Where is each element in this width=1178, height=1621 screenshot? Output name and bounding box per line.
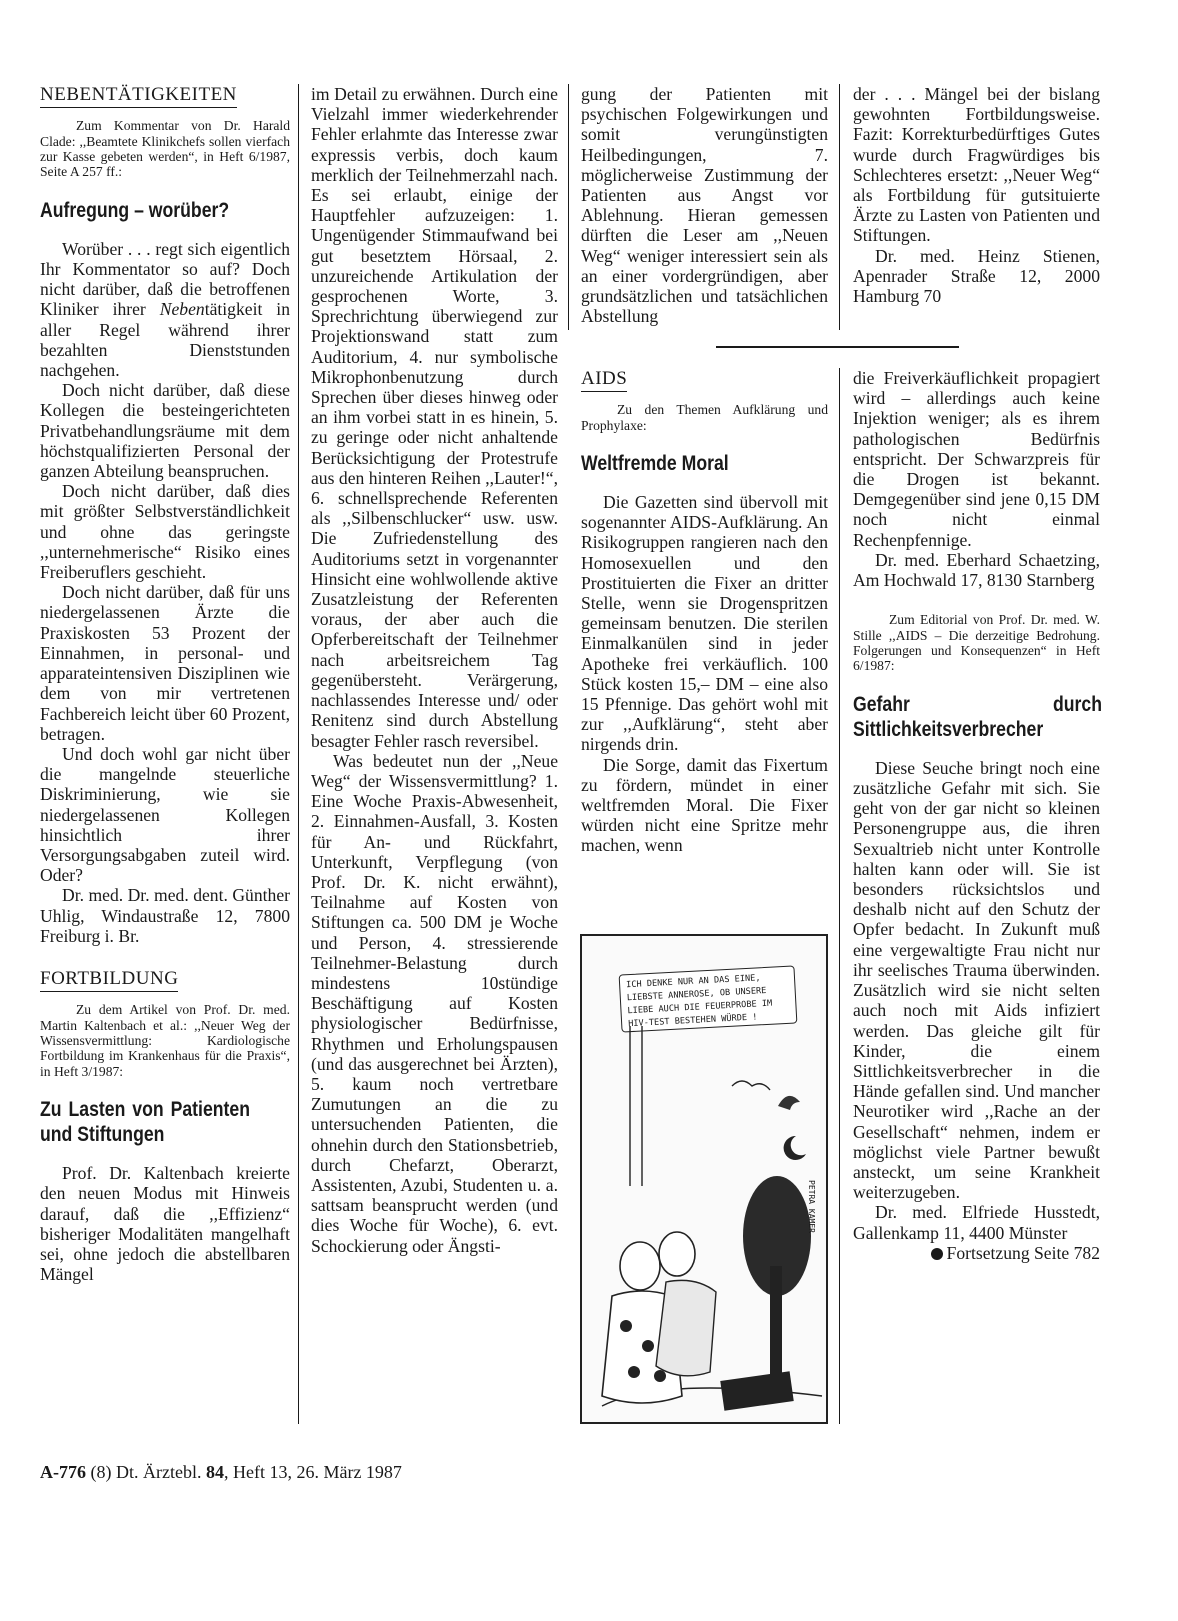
section-kicker-aids: AIDS [581,369,627,392]
letter-intro: Zum Kommentar von Dr. Harald Clade: ,,Beamtete Klinikchefs sollen vierfach zur Kasse gebeten werden“, in Heft 6/1987, Seite A 257 ff.: [40,118,290,180]
column-4 [853,84,1100,306]
cartoon-signature: PETRA KAMER [807,1180,816,1233]
body-paragraph: Doch nicht darüber, daß für uns niedergelassenen Ärzte die Praxiskosten 53 Prozent der Einnahmen, in personal- und apparateintensiven Disziplinen wie dem von mir vertretenen Fachbereich leicht über 60 Prozent, betragen. [40,582,290,744]
letter-headline: Weltfremde Moral [581,452,729,476]
volume-number: 84 [205,1462,224,1482]
column-3-aids [581,368,828,856]
body-paragraph: gung der Patienten mit psychischen Folgewirkungen und somit verungünstigten Heilbedingungen, 7. möglicherweise Zustimmung der Patienten aus Angst vor Ablehnung. Hieran gemessen dürften die Leser am ,,Neuen Weg“ weniger interessiert sein als an einer vordergründigen, aber grundsätzlichen und tatsächlichen Abstellung [581,84,828,327]
column-2 [311,84,558,1256]
column-1 [40,84,290,1284]
author-signature: Dr. med. Dr. med. dent. Günther Uhlig, Windaustraße 12, 7800 Freiburg i. Br. [40,885,290,946]
body-paragraph: Die Sorge, damit das Fixertum zu fördern, mündet in einer weltfremden Moral. Die Fixer würden nicht eine Spritze mehr machen, wenn [581,754,828,856]
body-paragraph: Worüber . . . regt sich eigentlich Ihr Kommentator so auf? Doch nicht darüber, daß die betroffenen Kliniker ihrer Nebentätigkeit in aller Regel während ihrer bezahlten Dienststunden nachgehen. [40,238,290,381]
spacer [853,590,1100,612]
body-paragraph: der . . . Mängel bei der bislang gewohnten Fortbildungsweise. Fazit: Korrekturbedürftiges Gutes wurde durch Fragwürdiges bis Schlechteres ersetzt: ,,Neuer Weg“ als Fortbildung für gutsituierte Ärzte zu Lasten von Patienten und Stiftungen. [853,84,1100,246]
section-kicker-fortbildung: FORTBILDUNG [40,969,178,992]
body-paragraph: im Detail zu erwähnen. Durch eine Vielzahl immer wiederkehrender Fehler erlahmte das Interesse zwar expressis verbis, doch kaum merklich der Teilnehmerzahl nach. Es sei erlaubt, einige der Hauptfehler aufzuzeigen: 1. Ungenügender Stimmaufwand bei gut besetztem Hörsaal, 2. unzureichende Artikulation der gesprochenen Worte, 3. Sprechrichtung überwiegend zur Projektionswand statt zum Auditorium, 4. nur symbolische Mikrophonbenutzung durch Sprechen über dieses hinweg oder an ihm vorbei statt in es hinein, 5. zu geringe oder nicht anhaltende Berücksichtigung der Protestrufe aus den hinteren Reihen ,,Lauter!“, 6. schnellsprechende Referenten als ,,Silbenschlucker“ usw. usw. Die Zufriedenstellung des Auditoriums setzt in vorgenannter Hinsicht eine wohlwollende aktive Zusatzleistung der Referenten voraus, der aber auch die Opferbereitschaft der Teilnehmer nach arbeitsreichem Tag gegenübersteht. Verärgerung, nachlassendes Interesse und/ oder Renitenz sind durch Abstellung besagter Fehler rasch reversibel. [311,84,558,751]
column-divider [298,84,299,1424]
body-paragraph: Prof. Dr. Kaltenbach kreierte den neuen Modus mit Hinweis darauf, daß die ,,Effizienz“ bisheriger Modalitäten mangelhaft sei, ohne jedoch die abstellbaren Mängel [40,1163,290,1285]
column-divider [839,84,840,330]
bullet-icon [931,1248,943,1260]
cartoon-illustration [580,934,828,1424]
spacer [40,946,290,968]
body-paragraph: Die Gazetten sind übervoll mit sogenannter AIDS-Aufklärung. An Risikogruppen rangieren nach den Homosexuellen und den Prostituierten die Fixer an dritter Stelle, wenn sie Drogenspritzen gemeinsam benutzen. Die sterilen Einmalkanülen sind in jeder Apotheke frei verkäuflich. 100 Stück kosten 15,– DM – eine also 15 Pfennige. Das gehört wohl mit zur ,,Aufklärung“, steht aber nirgends drin. [581,492,828,755]
letter-intro: Zum Editorial von Prof. Dr. med. W. Stille ,,AIDS – Die derzeitige Bedrohung. Folgerungen und Konsequenzen“ in Heft 6/1987: [853,612,1100,674]
section-kicker-nebentaetigkeiten: NEBENTÄTIGKEITEN [40,85,237,108]
body-paragraph: die Freiverkäuflichkeit propagiert wird – allerdings auch keine Injektion weniger; als es ihrem pathologischen Bedürfnis entspricht. Der Schwarzpreis für die Drogen ist bekannt. Demgegenüber sind jene 0,15 DM noch nicht einmal Rechenpfennige. [853,368,1100,550]
author-signature: Dr. med. Elfriede Husstedt, Gallenkamp 11, 4400 Münster [853,1202,1100,1243]
body-paragraph: Diese Seuche bringt noch eine zusätzliche Gefahr mit sich. Sie geht von der gar nicht so kleinen Personengruppe aus, die ihren Sexualtrieb nicht unter Kontrolle halten kann oder will. Sie ist besonders rücksichtslos und deshalb nicht auf den Schutz der Opfer bedacht. In Zukunft muß eine vergewaltigte Frau nicht nur ihr seelisches Trauma überwinden. Zusätzlich wird sie nicht selten auch noch mit Aids infiziert werden. Das gleiche gilt für Kinder, die einem Sittlichkeitsverbrecher in die Hände gefallen sind. Und mancher Neurotiker wird ,,Rache an der Gesellschaft“ nehmen, indem er möglichst viele Partner bewußt ansteckt, um seine Krankheit weiterzugeben. [853,757,1100,1203]
continuation-note[interactable]: Fortsetzung Seite 782 [853,1243,1100,1263]
letter-intro: Zu dem Artikel von Prof. Dr. med. Martin Kaltenbach et al.: ,,Neuer Weg der Wissensvermittlung: Kardiologische Fortbildung im Krankenhaus für die Praxis“, in Heft 3/1987: [40,1002,290,1079]
author-signature: Dr. med. Heinz Stienen, Apenrader Straße 12, 2000 Hamburg 70 [853,245,1100,307]
cartoon-drawing [582,936,826,1422]
letter-headline: Zu Lasten von Patienten und Stiftungen [40,1098,250,1147]
horizontal-rule [716,346,959,348]
letter-headline: Gefahr durch Sittlichkeitsverbrecher [853,692,1102,741]
page-footer: A-776 (8) Dt. Ärztebl. 84, Heft 13, 26. März 1987 [40,1462,402,1482]
body-paragraph: Was bedeutet nun der ,,Neue Weg“ der Wissensvermittlung? 1. Eine Woche Praxis-Abwesenheit, 2. Einnahmen-Ausfall, 3. Kosten für An- und Rückfahrt, Unterkunft, Verpflegung (von Prof. Dr. K. nicht erwähnt), Teilnahme auf Kosten von Stiftungen ca. 500 DM je Woche und Person, 4. stressierende Teilnehmer-Belastung durch mindestens 10stündige Beschäftigung auf Kosten physiologischer Bedürfnisse, Rhythmen und Erholungspausen (und das ausgerechnet bei Ärzten), 5. kaum noch vertretbare Zumutungen an die zu untersuchenden Patienten, die ohnehin durch den Stationsbetrieb, durch Chefarzt, Oberarzt, Assistenten, Azubi, Studenten u. a. sattsam beansprucht werden (und dies Woche für Woche), 6. evt. Schockierung oder Ängsti- [311,750,558,1256]
author-signature: Dr. med. Eberhard Schaetzing, Am Hochwald 17, 8130 Starnberg [853,549,1100,591]
speech-bubble: ICH DENKE NUR AN DAS EINE, LIEBSTE ANNEROSE, OB UNSERE LIEBE AUCH DIE FEUERPROBE IM HIV-TEST BESTEHEN WÜRDE ! [619,965,798,1032]
body-paragraph: Und doch wohl gar nicht über die mangelnde steuerliche Diskriminierung, wie sie niedergelassenen Kollegen hinsichtlich ihrer Versorgungsabgaben zuteil wird. Oder? [40,743,290,886]
column-divider [839,368,840,1424]
body-paragraph: Doch nicht darüber, daß diese Kollegen die besteingerichteten Privatbehandlungsräume mit dem höchstqualifizierten Personal der ganzen Abteilung beanspruchen. [40,380,290,482]
page-number: A-776 [40,1462,86,1482]
column-4-lower [853,368,1100,1263]
letter-intro: Zu den Themen Aufklärung und Prophylaxe: [581,402,828,433]
column-divider [568,84,569,330]
letter-headline: Aufregung – worüber? [40,198,230,222]
column-3 [581,84,828,326]
body-paragraph: Doch nicht darüber, daß dies mit größter Selbstverständlichkeit und ohne das geringste ,,unternehmerische“ Risiko eines Freiberuflers geschieht. [40,481,290,583]
